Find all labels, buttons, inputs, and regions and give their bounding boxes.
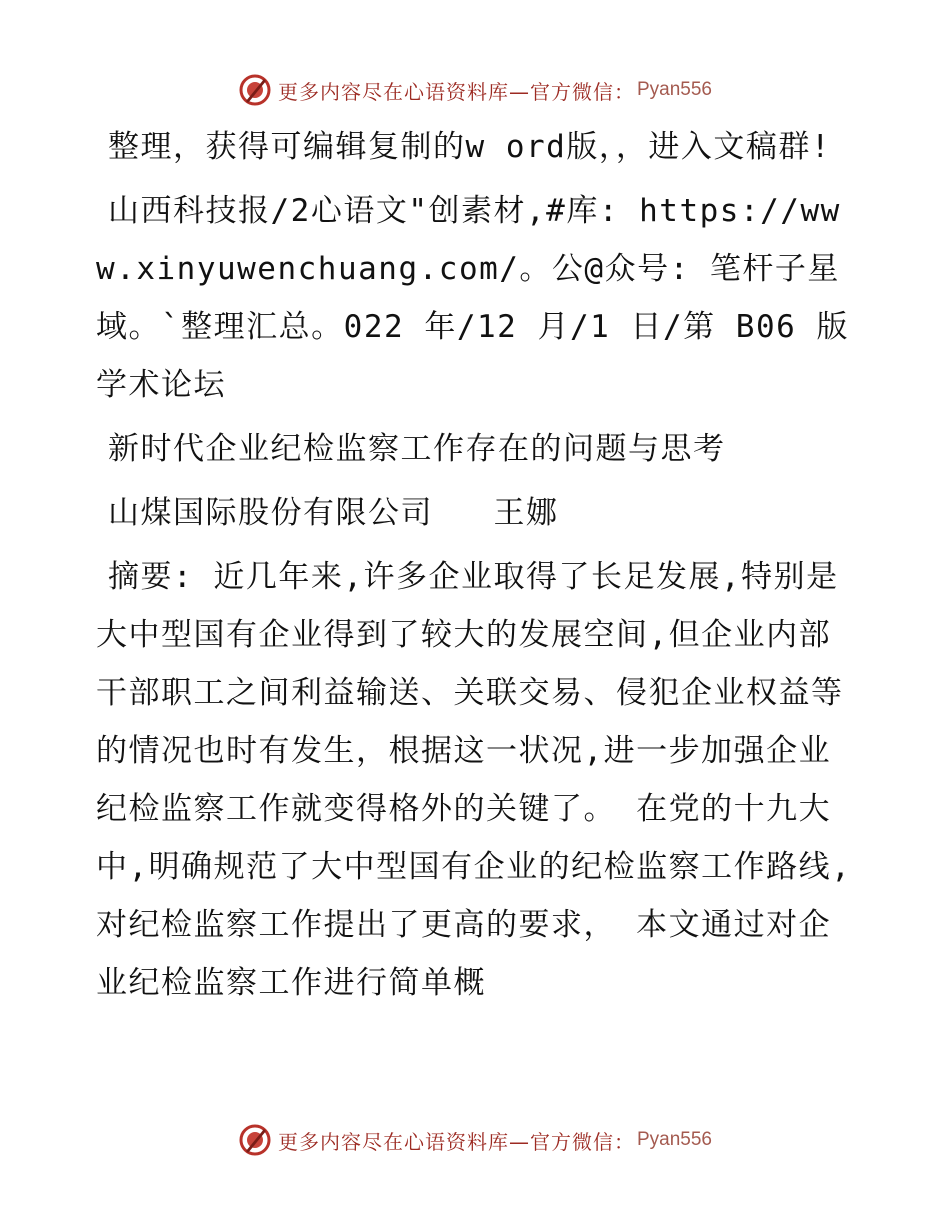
header-banner <box>0 70 950 110</box>
abstract-paragraph: 摘要: 近几年来,许多企业取得了长足发展,特别是大中型国有企业得到了较大的发展空间,但企业内部干部职工之间利益输送、关联交易、侵犯企业权益等的情况也时有发生，根据这一状况,进一步加强企业纪检监察工作就变得格外的关键了。 在党的十九大中,明确规范了大中型国有企业的纪检监察工作路线,对纪检监察工作提出了更高的要求， 本文通过对企业纪检监察工作进行简单概 <box>96 559 852 1001</box>
intro-paragraph: 整理，获得可编辑复制的w ord版，，进入文稿群! <box>108 129 831 165</box>
banner-wechat-id: Pyan556 <box>636 79 712 100</box>
author-line: 山煤国际股份有限公司 王娜 <box>108 495 559 531</box>
quill-ink-logo-icon <box>238 73 272 107</box>
document-body <box>96 118 856 1018</box>
footer-banner <box>0 1120 950 1160</box>
source-paragraph: 山西科技报/2心语文"创素材,#库: https://www.xinyuwenchuang.com/。公@众号: 笔杆子星域。`整理汇总。022 年/12 月/1 日/第 B06 版学术论坛 <box>96 193 849 403</box>
banner-text: 更多内容尽在心语资料库—官方微信： <box>277 1129 635 1154</box>
banner-wechat-id: Pyan556 <box>636 1129 712 1150</box>
banner-text: 更多内容尽在心语资料库—官方微信： <box>277 79 635 104</box>
article-title: 新时代企业纪检监察工作存在的问题与思考 <box>108 431 726 467</box>
quill-ink-logo-icon <box>238 1123 272 1157</box>
